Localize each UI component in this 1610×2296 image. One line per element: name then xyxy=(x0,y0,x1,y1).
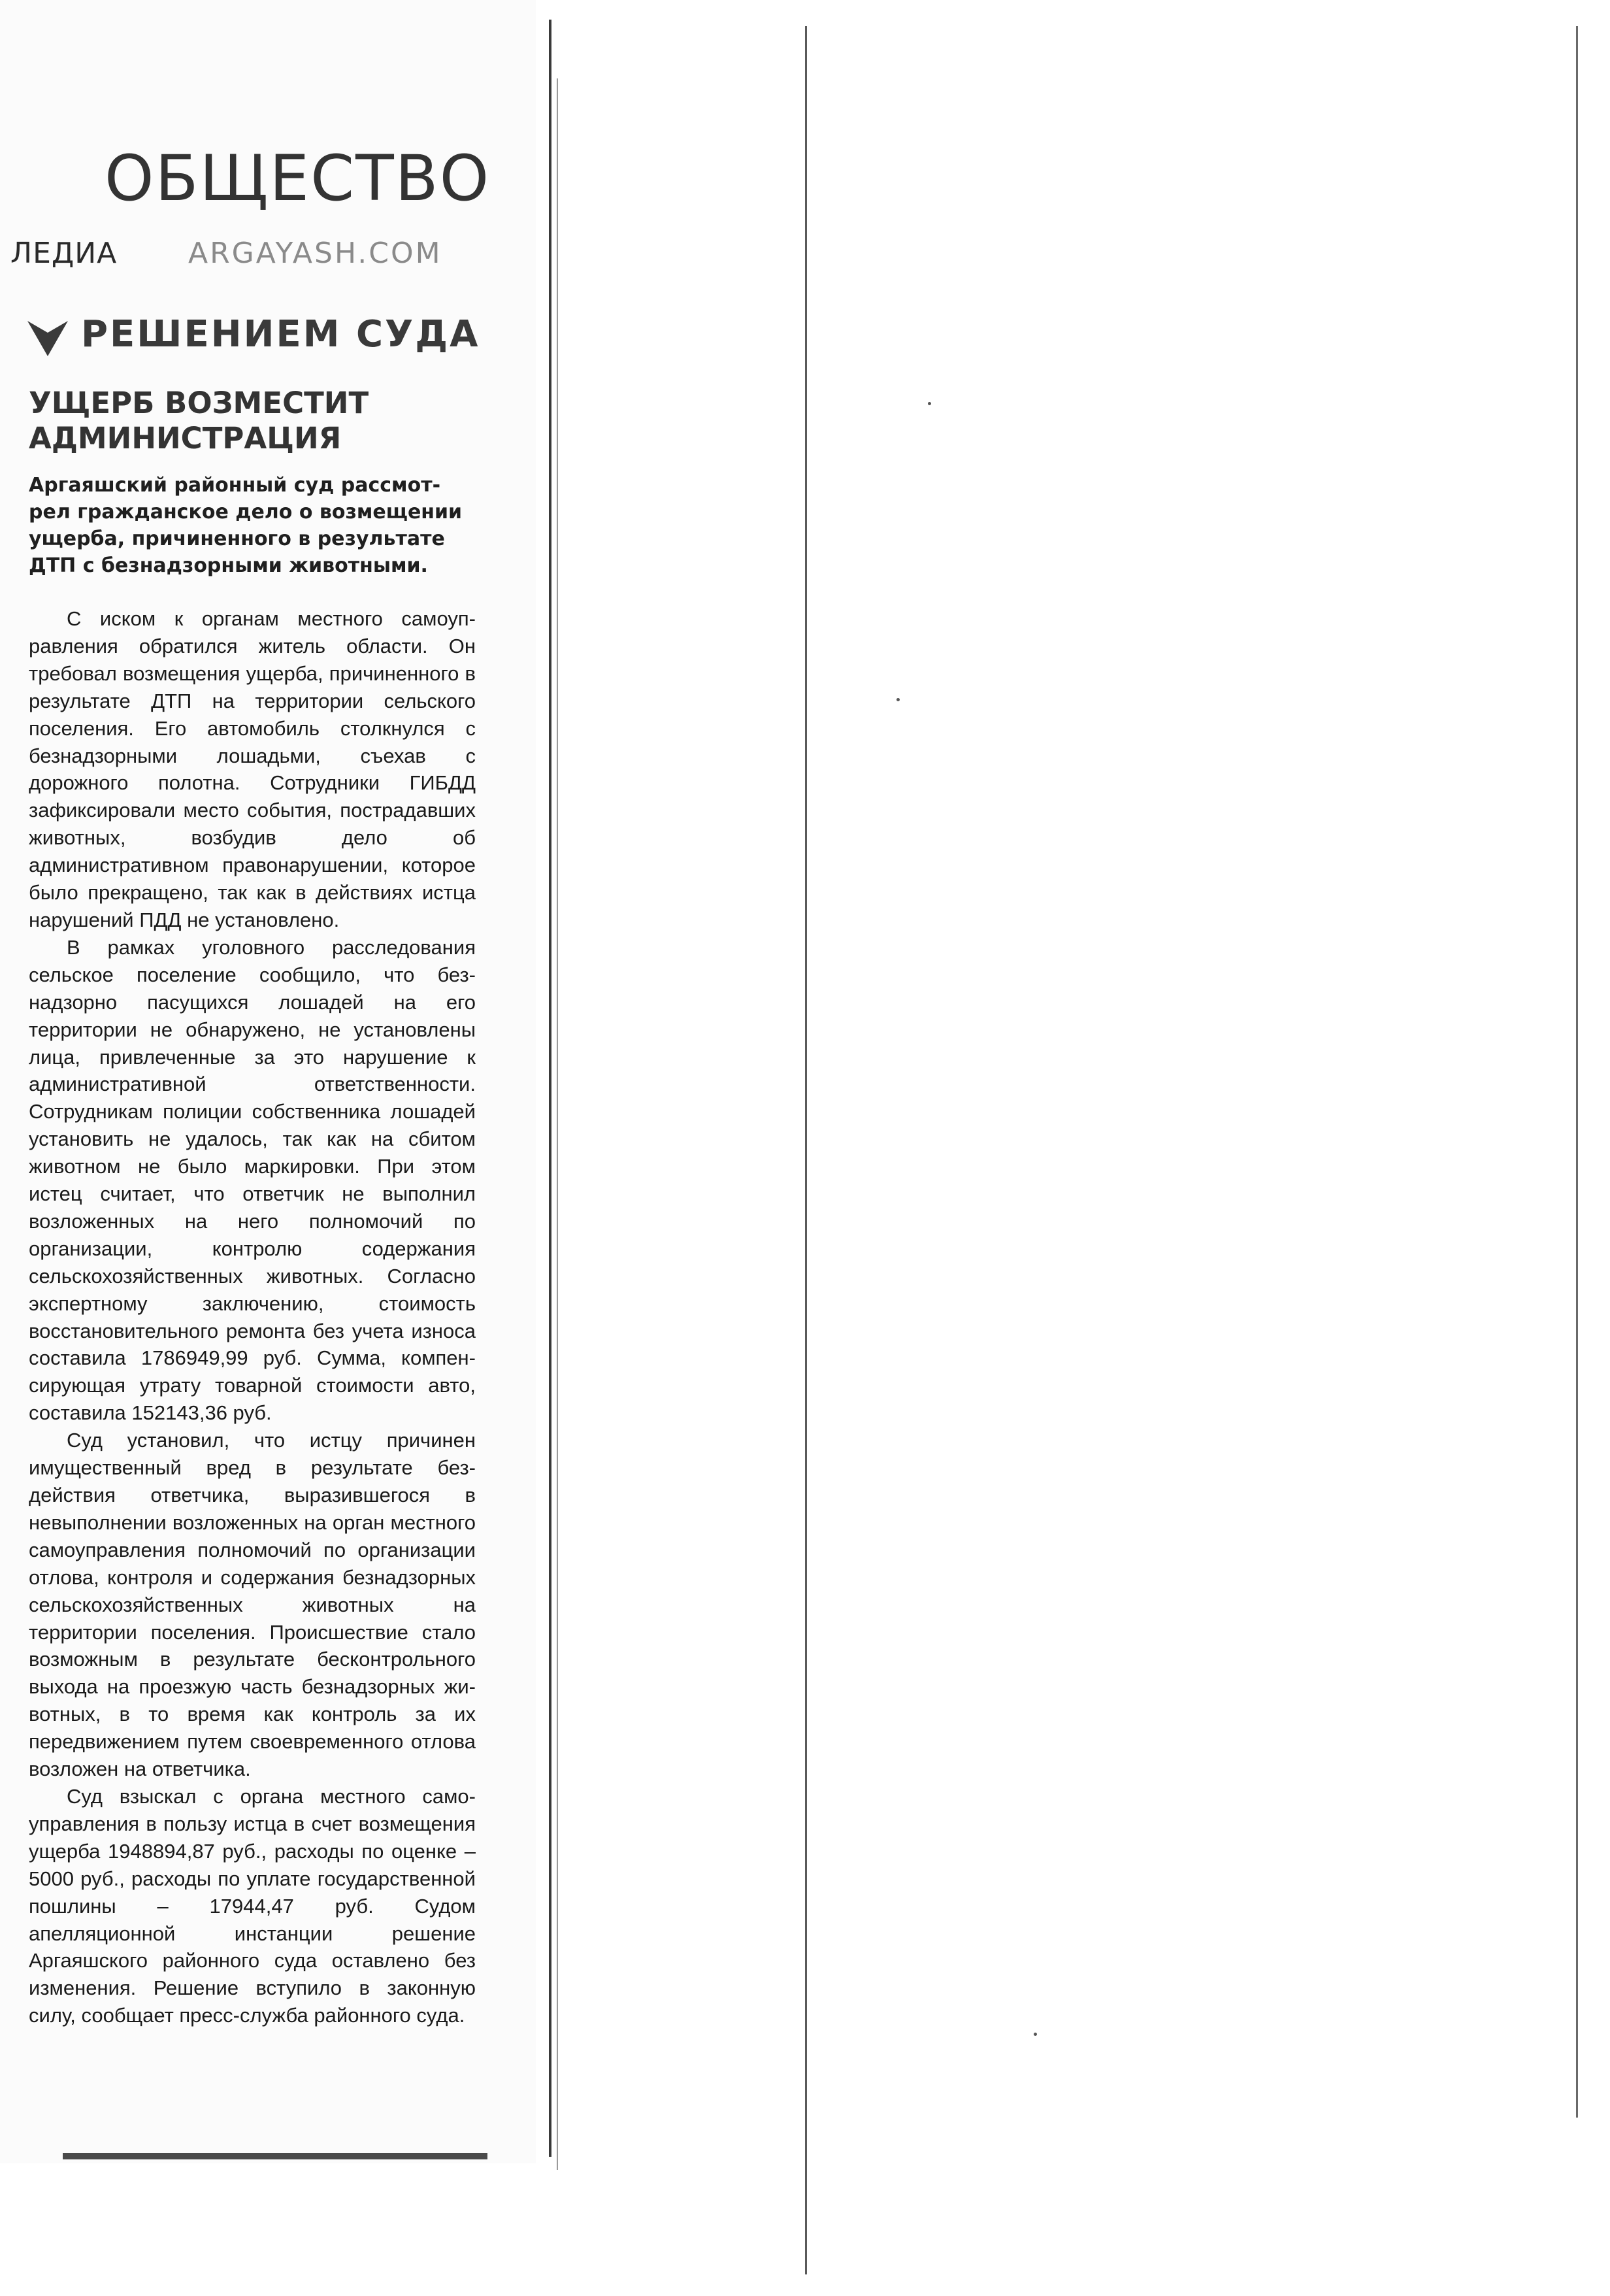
scan-speck xyxy=(1034,2033,1037,2036)
body-paragraph: С иском к органам местного самоуправления обратился житель области. Он требовал возмещения ущерба, причиненного в результате ДТП на территории сельского поселения. Его автомобиль столкнулся с безнадзорными лошадьми, съехав с дорожного полотна. Сотрудники ГИБДД зафиксировали место события, пострадавших животных, возбудив дело об административном правонарушении, которое было прекращено, так как в действиях истца нарушений ПДД не установлено. xyxy=(29,607,476,931)
scan-speck xyxy=(928,402,931,405)
lead-line: ущерба, причиненного в результате xyxy=(29,527,445,550)
rubric-label: РЕШЕНИЕМ СУДА xyxy=(81,313,480,356)
section-title: ОБЩЕСТВО xyxy=(105,142,491,215)
chevron-down-icon xyxy=(26,318,69,358)
headline-line: АДМИНИСТРАЦИЯ xyxy=(29,421,342,456)
media-label: ЛЕДИА xyxy=(10,237,118,270)
body-paragraph: Суд установил, что истцу причинен имущественный вред в результате бездействия ответчика, выразившегося в невыполнении возложенных на орган местного самоуправления полномочий по организации отлова, контроля и содержания безнадзорных сельскохозяйственных животных на территории поселения. Происшествие стало возможным в результате бесконтрольного выхода на проезжую часть безнадзорных животных, в то время как контроль за их передвижением путем своевременного отлова возложен на ответчика. xyxy=(29,1429,476,1781)
body-paragraph: В рамках уголовного расследования сельское поселение сообщило, что безнадзорно пасущихся лошадей на его территории не обнаружено, не установлены лица, привлеченные за это нарушение к административной ответственности. Сотрудникам полиции собственника лошадей установить не удалось, так как на сбитом животном не было маркировки. При этом истец считает, что ответчик не выполнил возложенных на него полномочий по организации, контролю содержания сельскохозяйственных животных. Согласно экспертному заключению, стоимость восстановительного ремонта без учета износа составила 1786949,99 руб. Сумма, компенсирующая утрату товарной стоимости авто, составила 152143,36 руб. xyxy=(29,935,476,1425)
article-lead xyxy=(29,472,486,579)
column-rule-secondary xyxy=(557,78,558,2170)
lead-line: Аргаяшский районный суд рассмот- xyxy=(29,474,441,497)
lead-line: рел гражданское дело о возмещении xyxy=(29,501,463,524)
bottom-rule xyxy=(63,2153,487,2159)
headline-line: УЩЕРБ ВОЗМЕСТИТ xyxy=(29,386,369,420)
body-paragraph: Суд взыскал с органа местного самоуправления в пользу истца в счет возмещения ущерба 1948894,87 руб., расходы по оценке – 5000 руб., расходы по уплате государственной пошлины – 17944,47 руб. Судом апелляционной инстанции решение Аргаяшского районного суда оставлено без изменения. Решение вступило в законную силу, сообщает пресс-служба районного суда. xyxy=(29,1784,476,2027)
page-fold-line xyxy=(805,26,807,2274)
scan-speck xyxy=(896,698,900,701)
column-rule xyxy=(549,20,551,2157)
article-body xyxy=(29,605,476,2029)
page-edge-line xyxy=(1576,26,1578,2118)
site-label: ARGAYASH.COM xyxy=(188,237,442,270)
lead-line: ДТП с безнадзорными животными. xyxy=(29,554,428,577)
article-headline xyxy=(29,386,499,456)
